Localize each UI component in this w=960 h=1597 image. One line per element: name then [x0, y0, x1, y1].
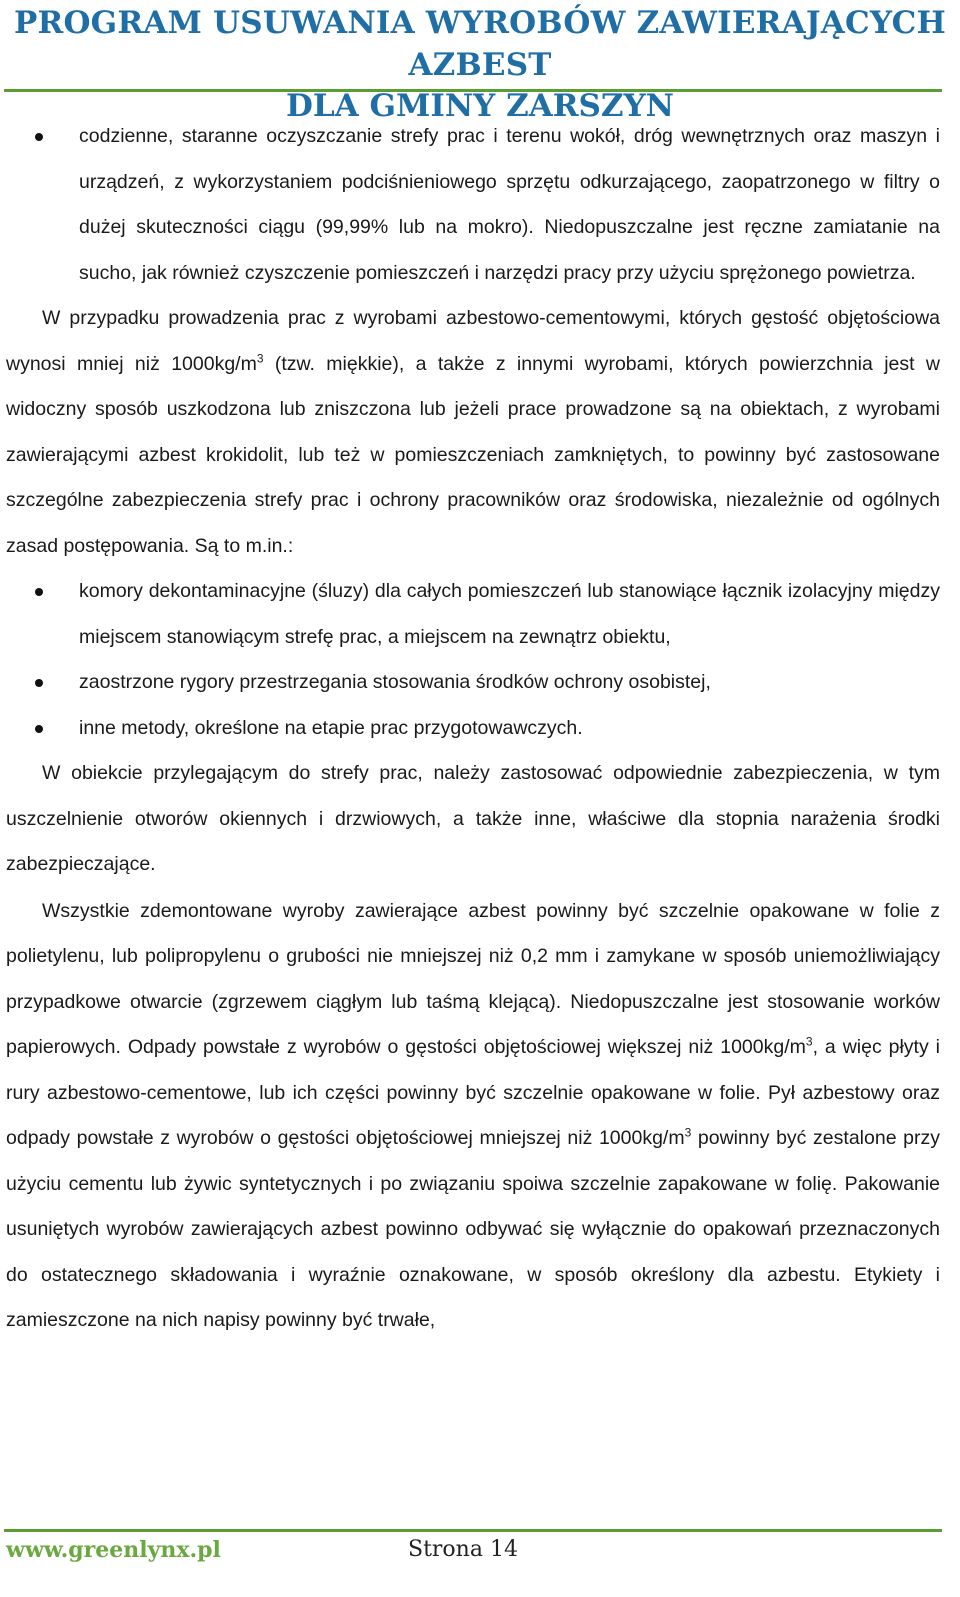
header-title-line2: DLA GMINY ZARSZYN [286, 88, 674, 124]
paragraph-text: powinny być zestalone przy użyciu cementu lub żywic syntetycznych i po związaniu spoiwa szczelnie zapakowane w folię. Pakowanie usuniętych wyrobów zawierających azbest powinno odbywać się wyłącznie do opakowań przeznaczonych do ostatecznego składowania i wyraźnie oznakowane, w sposób określony dla azbestu. Etykiety i zamieszczone na nich napisy powinny być trwałe, [6, 1127, 941, 1331]
paragraph-text: (tzw. miękkie), a także z innymi wyrobami, których powierzchnia jest w widoczny sposób uszkodzona lub zniszczona lub jeżeli prace prowadzone są na obiektach, z wyrobami zawierającymi azbest krokidolit, lub też w pomieszczeniach zamkniętych, to powinny być zastosowane szczególne zabezpieczenia strefy prac i ochrony pracowników oraz środowiska, niezależnie od ogólnych zasad postępowania. Są to m.in.: [6, 352, 940, 557]
document-body [6, 114, 940, 1344]
bullet-icon [35, 679, 43, 687]
page-number: Strona 14 [408, 1537, 518, 1562]
header-divider [4, 89, 942, 92]
paragraph [6, 296, 940, 569]
superscript: 3 [805, 1034, 813, 1049]
list-item-text: zaostrzone rygory przestrzegania stosowania środków ochrony osobistej, [79, 671, 711, 693]
paragraph-text: Wszystkie zdemontowane wyroby zawierające azbest powinny być szczelnie opakowane w folie z polietylenu, lub polipropylenu o grubości nie mniejszej niż 0,2 mm i zamykane w sposób uniemożliwiający przypadkowe otwarcie (zgrzewem ciągłym lub taśmą klejącą). Niedopuszczalne jest stosowanie worków papierowych. Odpady powstałe z wyrobów o gęstości objętościowej większej niż 1000kg/m [6, 899, 940, 1058]
list-item [6, 569, 940, 660]
paragraph-text: , a więc płyty i rury azbestowo-cementowe, lub ich części powinny być szczelnie opakowane w folie. Pył azbestowy oraz odpady powstałe z wyrobów o gęstości objętościowej mniejszej niż 1000kg/m [6, 1036, 940, 1149]
bullet-icon [35, 588, 43, 596]
list-item-text: komory dekontaminacyjne (śluzy) dla całych pomieszczeń lub stanowiące łącznik izolacyjny między miejscem stanowiącym strefę prac, a miejscem na zewnątrz obiektu, [79, 580, 940, 648]
list-item-text: inne metody, określone na etapie prac przygotowawczych. [79, 716, 583, 739]
superscript: 3 [684, 1125, 692, 1140]
superscript: 3 [256, 351, 264, 365]
paragraph [6, 751, 940, 888]
paragraph [6, 889, 940, 1344]
list-item [6, 660, 940, 706]
page-header [0, 2, 960, 124]
list-item [6, 114, 940, 296]
paragraph-text: W obiekcie przylegającym do strefy prac, należy zastosować odpowiednie zabezpieczenia, w tym uszczelnienie otworów okiennych i drzwiowych, a także inne, właściwe dla stopnia narażenia środki zabezpieczające. [6, 762, 940, 875]
list-item-text: codzienne, staranne oczyszczanie strefy prac i terenu wokół, dróg wewnętrznych oraz maszyn i urządzeń, z wykorzystaniem podciśnieniowego sprzętu odkurzającego, zaopatrzonego w filtry o dużej skuteczności ciągu (99,99% lub na mokro). Niedopuszczalne jest ręczne zamiatanie na sucho, jak również czyszczenie pomieszczeń i narzędzi pracy przy użyciu sprężonego powietrza. [79, 125, 940, 284]
paragraph-text: W przypadku prowadzenia prac z wyrobami azbestowo-cementowymi, których gęstość objętościowa wynosi mniej niż 1000kg/m [6, 307, 940, 375]
header-title-line1: PROGRAM USUWANIA WYROBÓW ZAWIERAJĄCYCH AZBEST [13, 5, 947, 83]
bullet-icon [35, 133, 43, 141]
footer-website-link[interactable]: www.greenlynx.pl [6, 1537, 221, 1563]
bullet-icon [35, 725, 43, 733]
list-item [6, 706, 940, 752]
footer-divider [4, 1529, 942, 1532]
